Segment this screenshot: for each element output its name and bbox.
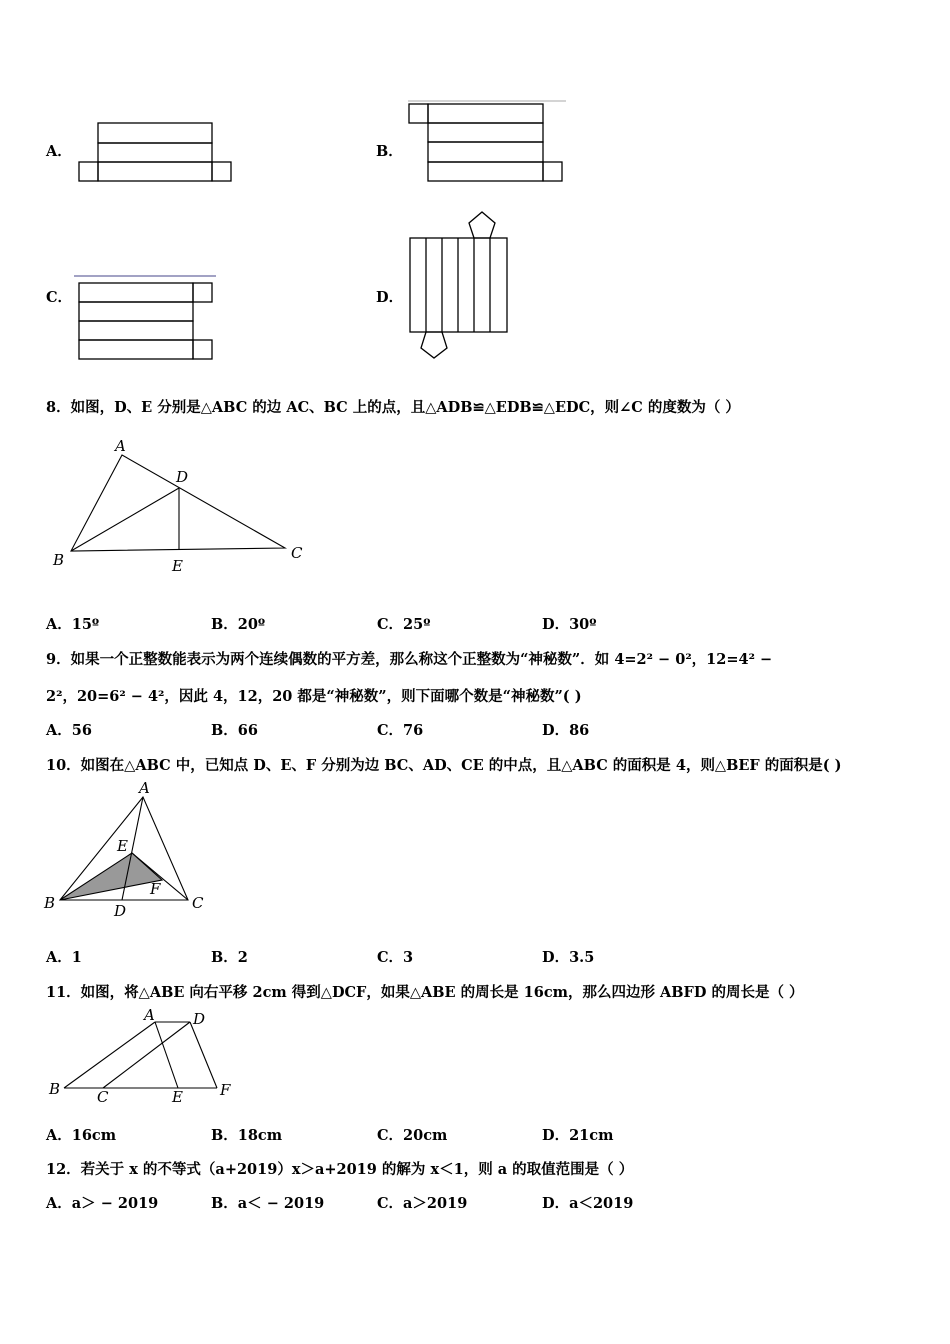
q9-option-d: D．86 (542, 722, 590, 739)
q12-option-d: D．a＜2019 (542, 1195, 634, 1212)
q8-option-d: D．30º (542, 616, 597, 633)
q10-label-e: E (117, 837, 128, 855)
q10-label-a: A (139, 779, 150, 797)
q12-option-b: B．a＜ − 2019 (211, 1195, 325, 1212)
q7-option-c-label: C． (46, 289, 73, 306)
q9-option-a: A．56 (46, 722, 92, 739)
q11-label-f: F (220, 1081, 231, 1099)
q10-stem: 10．如图在△ABC 中，已知点 D、E、F 分别为边 BC、AD、CE 的中点，且△ABC 的面积是 4，则△BEF 的面积是( ) (46, 757, 842, 774)
q8-label-b: B (53, 551, 65, 569)
q8-option-c: C．25º (377, 616, 431, 633)
q11-label-d: D (193, 1010, 206, 1028)
q10-label-f: F (150, 880, 161, 898)
q10-option-c: C．3 (377, 949, 414, 966)
q11-label-a: A (144, 1006, 155, 1024)
q10-option-b: B．2 (211, 949, 248, 966)
q12-option-c: C．a＞2019 (377, 1195, 468, 1212)
q9-option-b: B．66 (211, 722, 258, 739)
q8-option-a: A．15º (46, 616, 100, 633)
q7-option-d-label: D． (376, 289, 404, 306)
q12-stem: 12．若关于 x 的不等式（a+2019）x＞a+2019 的解为 x＜1，则 a 的取值范围是（ ） (46, 1161, 634, 1178)
q11-option-d: D．21cm (542, 1127, 614, 1144)
q10-label-c: C (192, 894, 204, 912)
q8-option-b: B．20º (211, 616, 266, 633)
q8-label-a: A (115, 437, 126, 455)
q11-option-c: C．20cm (377, 1127, 448, 1144)
q9-stem-line2: 2²，20=6² − 4²，因此 4，12，20 都是“神秘数”，则下面哪个数是“神秘数”( ) (46, 688, 582, 705)
q11-label-c: C (97, 1088, 109, 1106)
q8-label-c: C (291, 544, 303, 562)
q9-stem-line1: 9．如果一个正整数能表示为两个连续偶数的平方差，那么称这个正整数为“神秘数”．如 4=2² − 0²，12=4² − (46, 651, 773, 668)
q10-option-d: D．3.5 (542, 949, 595, 966)
q11-option-a: A．16cm (46, 1127, 117, 1144)
q8-label-d: D (176, 468, 189, 486)
q7-option-b-label: B． (376, 143, 403, 160)
q11-label-e: E (172, 1088, 183, 1106)
q11-stem: 11．如图，将△ABE 向右平移 2cm 得到△DCF，如果△ABE 的周长是 16cm，那么四边形 ABFD 的周长是（ ） (46, 984, 804, 1001)
q10-option-a: A．1 (46, 949, 82, 966)
q7-option-a-label: A． (46, 143, 72, 160)
q10-label-b: B (44, 894, 56, 912)
q12-option-a: A．a＞ − 2019 (46, 1195, 159, 1212)
q8-stem: 8．如图，D、E 分别是△ABC 的边 AC、BC 上的点，且△ADB≌△EDB≌△EDC，则∠C 的度数为（ ） (46, 399, 740, 416)
q11-option-b: B．18cm (211, 1127, 283, 1144)
q9-option-c: C．76 (377, 722, 424, 739)
q8-label-e: E (172, 557, 183, 575)
q10-label-d: D (114, 902, 127, 920)
q11-label-b: B (49, 1080, 61, 1098)
